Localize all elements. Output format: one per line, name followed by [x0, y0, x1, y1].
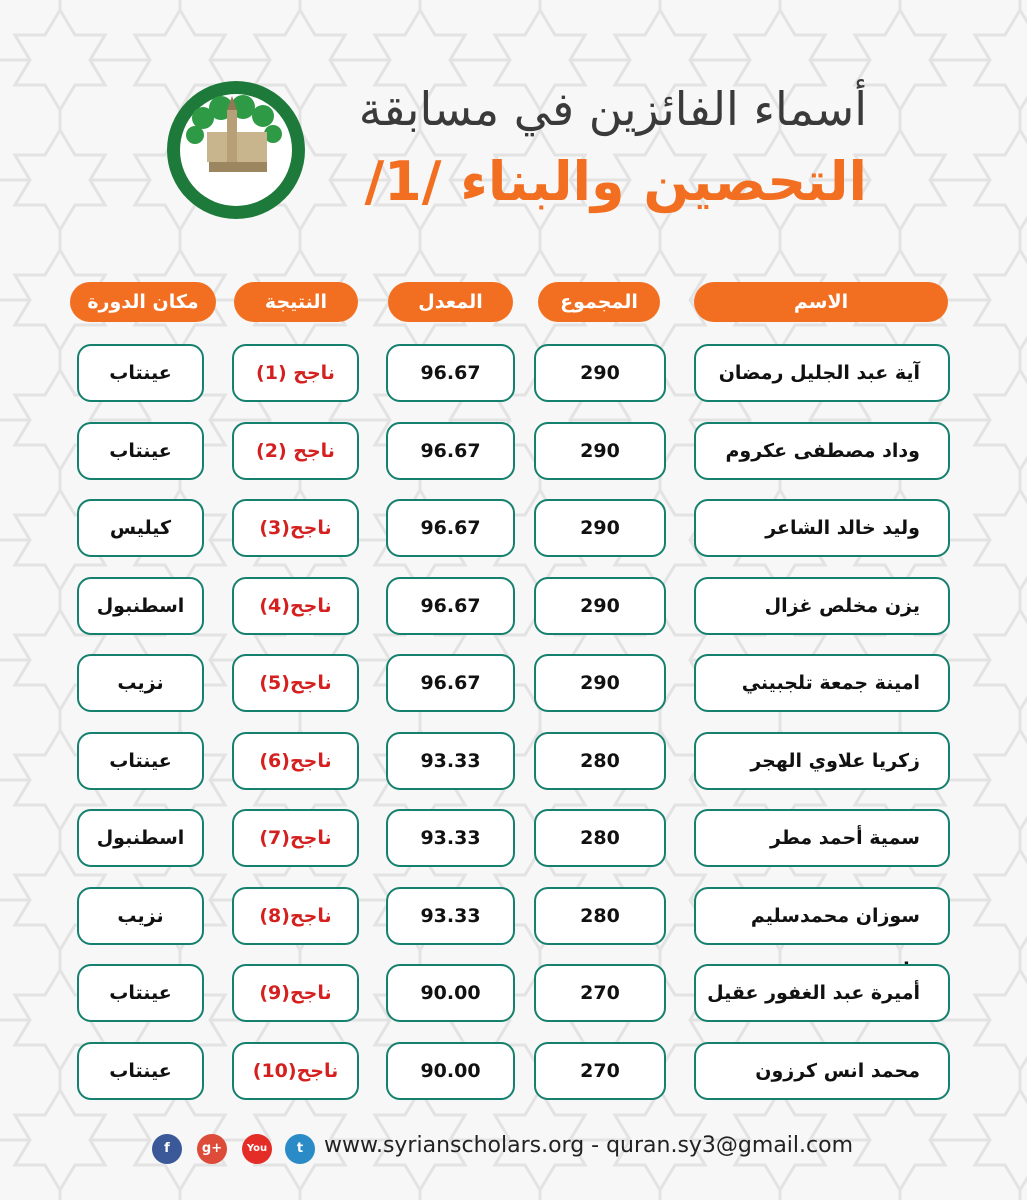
result-cell: ناجح(5): [232, 654, 359, 712]
place-cell: عينتاب: [77, 344, 204, 402]
name-cell: محمد انس كرزون: [694, 1042, 950, 1100]
total-cell: 280: [534, 732, 666, 790]
average-cell: 93.33: [386, 887, 515, 945]
header-total: المجموع: [538, 282, 660, 322]
total-cell: 280: [534, 809, 666, 867]
name-cell: وليد خالد الشاعر: [694, 499, 950, 557]
google-plus-icon[interactable]: g+: [197, 1134, 227, 1164]
average-cell: 93.33: [386, 732, 515, 790]
total-cell: 280: [534, 887, 666, 945]
average-cell: 93.33: [386, 809, 515, 867]
header-name: الاسم: [694, 282, 948, 322]
result-cell: ناجح(3): [232, 499, 359, 557]
average-cell: 96.67: [386, 422, 515, 480]
result-cell: ناجح(9): [232, 964, 359, 1022]
result-cell: ناجح (2): [232, 422, 359, 480]
youtube-icon[interactable]: You: [242, 1134, 272, 1164]
average-cell: 90.00: [386, 964, 515, 1022]
place-cell: اسطنبول: [77, 577, 204, 635]
name-cell: زكريا علاوي الهجر: [694, 732, 950, 790]
footer: [152, 1130, 932, 1166]
header-place: مكان الدورة: [70, 282, 216, 322]
facebook-icon[interactable]: f: [152, 1134, 182, 1164]
page-title: أسماء الفائزين في مسابقة: [358, 82, 867, 136]
average-cell: 96.67: [386, 577, 515, 635]
average-cell: 90.00: [386, 1042, 515, 1100]
total-cell: 290: [534, 654, 666, 712]
place-cell: عينتاب: [77, 732, 204, 790]
name-cell: سوزان محمدسليم: [694, 887, 950, 945]
name-cell: آية عبد الجليل رمضان: [694, 344, 950, 402]
total-cell: 290: [534, 422, 666, 480]
name-cell: يزن مخلص غزال: [694, 577, 950, 635]
competition-title: التحصين والبناء /1/: [364, 150, 867, 213]
total-cell: 290: [534, 344, 666, 402]
result-cell: ناجح(7): [232, 809, 359, 867]
result-cell: ناجح(8): [232, 887, 359, 945]
place-cell: عينتاب: [77, 964, 204, 1022]
header-result: النتيجة: [234, 282, 358, 322]
contact-info: www.syrianscholars.org - quran.sy3@gmail.com: [324, 1133, 854, 1158]
place-cell: عينتاب: [77, 422, 204, 480]
average-cell: 96.67: [386, 499, 515, 557]
result-cell: ناجح(4): [232, 577, 359, 635]
place-cell: نزيب: [77, 654, 204, 712]
result-cell: ناجح (1): [232, 344, 359, 402]
total-cell: 290: [534, 577, 666, 635]
name-cell: امينة جمعة تلجبيني: [694, 654, 950, 712]
place-cell: كيليس: [77, 499, 204, 557]
average-cell: 96.67: [386, 654, 515, 712]
total-cell: 270: [534, 964, 666, 1022]
result-cell: ناجح(6): [232, 732, 359, 790]
header-average: المعدل: [388, 282, 513, 322]
average-cell: 96.67: [386, 344, 515, 402]
name-cell: سمية أحمد مطر: [694, 809, 950, 867]
place-cell: اسطنبول: [77, 809, 204, 867]
result-cell: ناجح(10): [232, 1042, 359, 1100]
name-cell: أميرة عبد الغفور عقيل: [694, 964, 950, 1022]
total-cell: 270: [534, 1042, 666, 1100]
name-cell: وداد مصطفى عكروم: [694, 422, 950, 480]
total-cell: 290: [534, 499, 666, 557]
place-cell: عينتاب: [77, 1042, 204, 1100]
twitter-icon[interactable]: t: [285, 1134, 315, 1164]
place-cell: نزيب: [77, 887, 204, 945]
